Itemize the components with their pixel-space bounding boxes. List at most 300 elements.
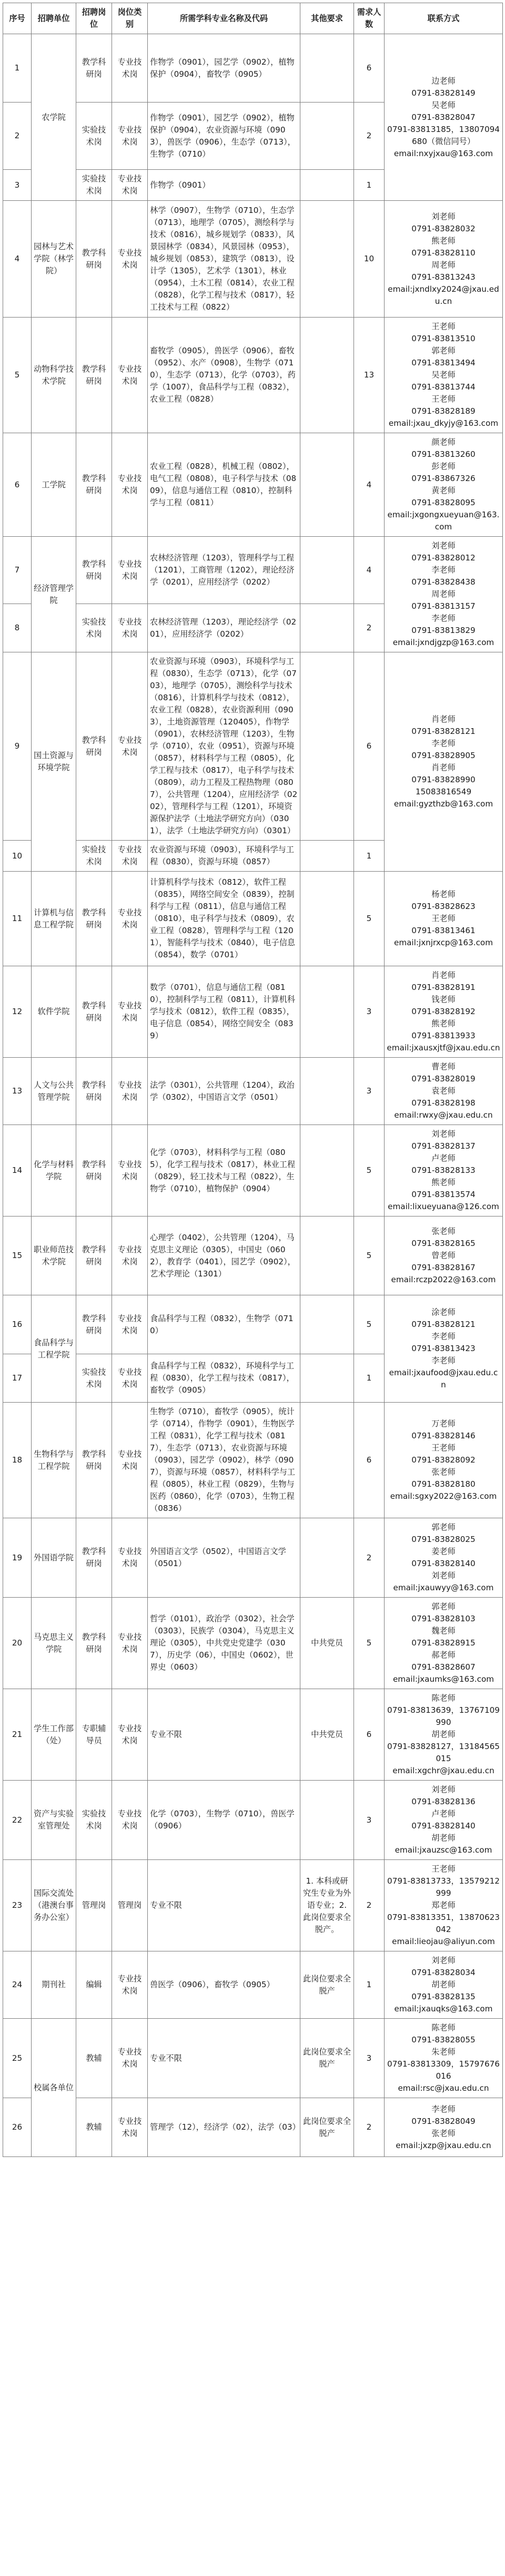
contact-line: 0791-83813243 — [411, 272, 476, 282]
cell-major: 心理学（0402），公共管理（1204），马克思主义理论（0305），中国史（0602），教育学（0401），园艺学（0902），艺术学理论（1301） — [148, 1217, 300, 1295]
cell-num: 1 — [354, 170, 385, 201]
contact-line: 吴老师 — [431, 370, 456, 380]
contact-line: 0791-83813829 — [411, 626, 476, 635]
contact-line: 0791-83828623 — [411, 902, 476, 911]
cell-no: 15 — [3, 1217, 32, 1295]
cell-major: 林学（0907），生物学（0710），生态学（0713），地理学（0705），测绘科学与技术（0816），城乡规划学（0833），风景园林学（0834），风景园林（0953），城乡规划（0853），建筑学（0813），设计学（1305），艺术学（1301），林业（0954），土木工程（0814），农业工程（0828），化学工程与技术（0817），轻工技术与工程（0822） — [148, 201, 300, 318]
contact-line: 李老师 — [431, 565, 456, 575]
recruitment-table — [3, 3, 503, 2157]
cell-unit: 化学与材料学院 — [32, 1125, 76, 1217]
contact-line: 曹老师 — [431, 1062, 456, 1071]
cell-contact — [385, 1217, 503, 1295]
cell-type: 专业技术岗 — [112, 34, 148, 103]
contact-line: 李老师 — [431, 2104, 456, 2114]
cell-major: 数学（0701），信息与通信工程（0810），控制科学与工程（0811），计算机科学与技术（0812），软件工程（0835），电子信息（0854），网络空间安全（0839） — [148, 966, 300, 1058]
cell-type: 专业技术岗 — [112, 318, 148, 433]
cell-no: 13 — [3, 1058, 32, 1125]
contact-line: 0791-83828137 — [411, 1141, 476, 1151]
cell-contact — [385, 1951, 503, 2019]
cell-major: 化学（0703），生物学（0710），兽医学（0906） — [148, 1781, 300, 1860]
header-major: 所需学科专业名称及代码 — [148, 3, 300, 34]
cell-unit: 国土资源与环境学院 — [32, 652, 76, 872]
contact-line: 0791-83813260 — [411, 449, 476, 459]
cell-major: 农业工程（0828），机械工程（0802），电气工程（0808），电子科学与技术（0809），信息与通信工程（0810），控制科学与工程（0811） — [148, 433, 300, 537]
contact-line: 0791-83813639，13767109990 — [387, 1705, 500, 1727]
cell-contact — [385, 1518, 503, 1598]
table-row — [3, 1058, 503, 1125]
cell-num: 5 — [354, 1295, 385, 1354]
contact-line: 0791-83813157 — [411, 601, 476, 611]
table-row — [3, 872, 503, 966]
contact-line: 王老师 — [431, 394, 456, 404]
contact-line: email:xgchr@jxau.edu.cn — [392, 1766, 494, 1775]
contact-line: 0791-83813733，13579212999 — [387, 1876, 500, 1898]
cell-num: 5 — [354, 1598, 385, 1689]
cell-major: 法学（0301），公共管理（1204），政治学（0302），中国语言文学（0501） — [148, 1058, 300, 1125]
cell-post: 教学科研岗 — [76, 201, 112, 318]
contact-line: 李老师 — [431, 1356, 456, 1365]
contact-line: 0791-83828140 — [411, 1559, 476, 1568]
cell-type: 专业技术岗 — [112, 1354, 148, 1403]
cell-num: 2 — [354, 1860, 385, 1951]
cell-no: 17 — [3, 1354, 32, 1403]
contact-line: 王老师 — [431, 322, 456, 331]
contact-line: 0791-83828055 — [411, 2035, 476, 2045]
table-row — [3, 1860, 503, 1951]
contact-line: 0791-83828990 — [411, 775, 476, 784]
cell-num: 4 — [354, 433, 385, 537]
cell-num: 5 — [354, 1125, 385, 1217]
contact-line: email:jxndlxy2024@jxau.edu.cn — [388, 284, 499, 306]
cell-no: 16 — [3, 1295, 32, 1354]
cell-num: 2 — [354, 2098, 385, 2157]
cell-req — [300, 1403, 354, 1518]
cell-no: 20 — [3, 1598, 32, 1689]
contact-line: 张老师 — [431, 2128, 456, 2138]
cell-no: 9 — [3, 652, 32, 841]
cell-no: 1 — [3, 34, 32, 103]
table-body — [3, 34, 503, 2157]
cell-type: 专业技术岗 — [112, 604, 148, 652]
table-row — [3, 1518, 503, 1598]
cell-no: 2 — [3, 103, 32, 170]
contact-line: 0791-83813423 — [411, 1344, 476, 1353]
contact-line: 0791-83813309，15797676016 — [387, 2059, 500, 2081]
cell-contact — [385, 34, 503, 201]
header-type: 岗位类别 — [112, 3, 148, 34]
cell-type: 专业技术岗 — [112, 966, 148, 1058]
cell-type: 专业技术岗 — [112, 1125, 148, 1217]
table-row — [3, 1689, 503, 1781]
contact-line: 0791-83828034 — [411, 1968, 476, 1977]
cell-unit: 软件学院 — [32, 966, 76, 1058]
cell-type: 专业技术岗 — [112, 1518, 148, 1598]
contact-line: 杨老师 — [431, 890, 456, 899]
cell-unit: 资产与实验室管理处 — [32, 1781, 76, 1860]
cell-contact — [385, 2098, 503, 2157]
cell-no: 11 — [3, 872, 32, 966]
cell-no: 24 — [3, 1951, 32, 2019]
header-no: 序号 — [3, 3, 32, 34]
cell-type: 专业技术岗 — [112, 2019, 148, 2098]
contact-line: 张老师 — [431, 1467, 456, 1477]
contact-line: email:jxausxjtf@jxau.edu.cn — [387, 1043, 500, 1052]
contact-line: 刘老师 — [431, 211, 456, 221]
cell-unit: 食品科学与工程学院 — [32, 1295, 76, 1403]
cell-no: 22 — [3, 1781, 32, 1860]
contact-line: 万老师 — [431, 1419, 456, 1428]
table-row — [3, 537, 503, 604]
cell-major: 专业不限 — [148, 1689, 300, 1781]
cell-unit: 生物科学与工程学院 — [32, 1403, 76, 1518]
contact-line: 0791-83813461 — [411, 926, 476, 935]
cell-no: 25 — [3, 2019, 32, 2098]
cell-contact — [385, 652, 503, 872]
header-num: 需求人数 — [354, 3, 385, 34]
contact-line: email:jxndjgzp@163.com — [392, 638, 494, 647]
contact-line: 0791-83813574 — [411, 1190, 476, 1199]
table-row — [3, 201, 503, 318]
cell-contact — [385, 318, 503, 433]
cell-req: 中共党员 — [300, 1689, 354, 1781]
cell-req: 中共党员 — [300, 1598, 354, 1689]
cell-post: 管理岗 — [76, 1860, 112, 1951]
cell-post: 教学科研岗 — [76, 1403, 112, 1518]
cell-unit: 外国语学院 — [32, 1518, 76, 1598]
contact-line: email:rsc@jxau.edu.cn — [398, 2083, 489, 2093]
contact-line: 陈老师 — [431, 1693, 456, 1703]
contact-line: 0791-83828032 — [411, 223, 476, 233]
cell-post: 教学科研岗 — [76, 1058, 112, 1125]
contact-line: email:rczp2022@163.com — [391, 1275, 496, 1284]
contact-line: email:rwxy@jxau.edu.cn — [394, 1110, 493, 1120]
contact-line: 0791-83828121 — [411, 727, 476, 736]
contact-line: 刘老师 — [431, 1571, 456, 1580]
cell-contact — [385, 872, 503, 966]
contact-line: 0791-83828180 — [411, 1479, 476, 1489]
contact-line: 0791-83813185，13807094680（微信同号） — [387, 124, 500, 146]
table-row — [3, 34, 503, 103]
contact-line: 0791-83828915 — [411, 1638, 476, 1648]
cell-major: 食品科学与工程（0832），环境科学与工程（0830），化学工程与技术（0817），畜牧学（0905） — [148, 1354, 300, 1403]
cell-post: 专职辅导员 — [76, 1689, 112, 1781]
cell-major: 兽医学（0906），畜牧学（0905） — [148, 1951, 300, 2019]
cell-req — [300, 1295, 354, 1354]
cell-req: 此岗位要求全脱产 — [300, 2098, 354, 2157]
contact-line: 0791-83828092 — [411, 1455, 476, 1465]
header-req: 其他要求 — [300, 3, 354, 34]
cell-num: 1 — [354, 841, 385, 872]
contact-line: 袁老师 — [431, 1086, 456, 1096]
cell-major: 管理学（12），经济学（02），法学（03） — [148, 2098, 300, 2157]
cell-type: 专业技术岗 — [112, 1781, 148, 1860]
contact-line: email:jxnjrxcp@163.com — [393, 938, 493, 947]
cell-post: 教辅 — [76, 2019, 112, 2098]
cell-post: 教学科研岗 — [76, 1518, 112, 1598]
cell-contact — [385, 1781, 503, 1860]
contact-line: 郭老师 — [431, 1602, 456, 1611]
cell-post: 教学科研岗 — [76, 1598, 112, 1689]
cell-req — [300, 966, 354, 1058]
cell-unit: 人文与公共管理学院 — [32, 1058, 76, 1125]
cell-unit: 农学院 — [32, 34, 76, 201]
contact-line: 0791-83828140 — [411, 1821, 476, 1831]
cell-post: 实验技术岗 — [76, 103, 112, 170]
cell-major: 食品科学与工程（0832），生物学（0710） — [148, 1295, 300, 1354]
contact-line: 0791-83828133 — [411, 1166, 476, 1175]
contact-line: 0791-83828047 — [411, 112, 476, 122]
cell-post: 教学科研岗 — [76, 537, 112, 604]
contact-line: 0791-83813351，13870623042 — [387, 1913, 500, 1934]
contact-line: 0791-83828191 — [411, 983, 476, 992]
contact-line: 郭老师 — [431, 346, 456, 355]
contact-line: 周老师 — [431, 589, 456, 599]
cell-type: 专业技术岗 — [112, 872, 148, 966]
cell-contact — [385, 1403, 503, 1518]
contact-line: 郭老师 — [431, 1522, 456, 1532]
cell-req — [300, 1781, 354, 1860]
contact-line: 刘老师 — [431, 1785, 456, 1794]
cell-no: 12 — [3, 966, 32, 1058]
cell-req — [300, 1354, 354, 1403]
cell-type: 管理岗 — [112, 1860, 148, 1951]
cell-type: 专业技术岗 — [112, 433, 148, 537]
cell-req — [300, 433, 354, 537]
contact-line: 肖老师 — [431, 970, 456, 980]
cell-major: 作物学（0901），园艺学（0902），植物保护（0904），畜牧学（0905） — [148, 34, 300, 103]
contact-line: 0791-83813510 — [411, 334, 476, 343]
cell-num: 2 — [354, 604, 385, 652]
cell-type: 专业技术岗 — [112, 1217, 148, 1295]
contact-line: email:jxzp@jxau.edu.cn — [396, 2140, 491, 2150]
cell-unit: 校属各单位 — [32, 2019, 76, 2157]
cell-type: 专业技术岗 — [112, 1951, 148, 2019]
cell-req — [300, 872, 354, 966]
cell-req — [300, 170, 354, 201]
contact-line: email:lieojau@aliyun.com — [392, 1937, 495, 1946]
table-row — [3, 966, 503, 1058]
contact-line: email:gyzthzb@163.com — [393, 799, 493, 809]
cell-major: 农林经济管理（1203），理论经济学（0201），应用经济学（0202） — [148, 604, 300, 652]
cell-num: 2 — [354, 103, 385, 170]
cell-unit: 计算机与信息工程学院 — [32, 872, 76, 966]
contact-line: 李老师 — [431, 614, 456, 623]
cell-unit: 期刊社 — [32, 1951, 76, 2019]
contact-line: email:lixueyuana@126.com — [388, 1202, 499, 1211]
cell-contact — [385, 966, 503, 1058]
contact-line: email:jxauqks@163.com — [394, 2004, 493, 2013]
contact-line: 0791-83828095 — [411, 498, 476, 507]
cell-contact — [385, 1125, 503, 1217]
table-row — [3, 1781, 503, 1860]
contact-line: email:jxau_dkyjy@163.com — [388, 418, 499, 428]
cell-post: 编辑 — [76, 1951, 112, 2019]
cell-no: 6 — [3, 433, 32, 537]
contact-line: 王老师 — [431, 914, 456, 923]
cell-major: 作物学（0901） — [148, 170, 300, 201]
cell-post: 实验技术岗 — [76, 604, 112, 652]
contact-line: 0791-83828019 — [411, 1074, 476, 1083]
table-row — [3, 1598, 503, 1689]
cell-post: 教学科研岗 — [76, 318, 112, 433]
contact-line: 0791-83828607 — [411, 1662, 476, 1672]
cell-contact — [385, 1295, 503, 1403]
contact-line: 熊老师 — [431, 1178, 456, 1187]
contact-line: 姜老师 — [431, 1547, 456, 1556]
cell-req — [300, 34, 354, 103]
cell-no: 21 — [3, 1689, 32, 1781]
cell-num: 5 — [354, 1217, 385, 1295]
contact-line: 0791-83828192 — [411, 1007, 476, 1016]
contact-line: 0791-83828438 — [411, 577, 476, 587]
contact-line: 刘老师 — [431, 1129, 456, 1139]
cell-post: 教学科研岗 — [76, 1217, 112, 1295]
contact-line: email:jxauzsc@163.com — [395, 1845, 492, 1855]
table-row — [3, 1295, 503, 1354]
cell-major: 畜牧学（0905），兽医学（0906），畜牧（0952）、水产（0908），生物学（0710），生态学（0713），化学（0703），药学（1007），食品科学与工程（0832），农业工程（0828） — [148, 318, 300, 433]
cell-contact — [385, 2019, 503, 2098]
cell-major: 农业资源与环境（0903），环境科学与工程（0830），生态学（0713），化学（0703），地理学（0705），测绘科学与技术（0816），计算机科学与技术（0812），农业工程（0828），农业资源利用（0903），土地资源管理（120405），作物学（0901），农林经济管理（1203），生物学（0710），农业（0951），资源与环境（0857），材料科学与工程（0805），化学工程与技术（0817），电子科学与技术（0809），动力工程及工程热物理（0807），公共管理（1204），应用经济学（0202），管理科学与工程（1201），环境资源保护法学（土地法学研究方向）（0301），法学（土地法学研究方向）（0301） — [148, 652, 300, 841]
cell-major: 外国语言文学（0502），中国语言文学（0501） — [148, 1518, 300, 1598]
cell-major: 化学（0703），材料科学与工程（0805），化学工程与技术（0817），林业工程（0829），轻工技术与工程（0822），生物学（0710），植物保护（0904） — [148, 1125, 300, 1217]
contact-line: 魏老师 — [431, 1626, 456, 1635]
contact-line: 0791-83828905 — [411, 751, 476, 760]
cell-post: 实验技术岗 — [76, 1354, 112, 1403]
contact-line: 0791-83828135 — [411, 1992, 476, 2001]
cell-num: 6 — [354, 1403, 385, 1518]
contact-line: 0791-83828127，13184565015 — [387, 1742, 500, 1763]
contact-line: 朱老师 — [431, 2047, 456, 2057]
cell-no: 10 — [3, 841, 32, 872]
cell-req — [300, 1217, 354, 1295]
cell-type: 专业技术岗 — [112, 201, 148, 318]
contact-line: 王老师 — [431, 1443, 456, 1453]
cell-no: 3 — [3, 170, 32, 201]
cell-num: 6 — [354, 652, 385, 841]
cell-req: 1. 本科或研究生专业为外语专业；2. 此岗位要求全脱产。 — [300, 1860, 354, 1951]
contact-line: 黄老师 — [431, 486, 456, 495]
cell-no: 7 — [3, 537, 32, 604]
cell-unit: 职业师范技术学院 — [32, 1217, 76, 1295]
contact-line: 0791-83828103 — [411, 1614, 476, 1623]
cell-post: 教学科研岗 — [76, 966, 112, 1058]
contact-line: 0791-83828110 — [411, 248, 476, 258]
cell-req: 此岗位要求全脱产 — [300, 2019, 354, 2098]
cell-major: 计算机科学与技术（0812），软件工程（0835），网络空间安全（0839），控制科学与工程（0811），信息与通信工程（0810），电子科学与技术（0809），农业工程（0828），管理科学与工程（1201），智能科学与技术（0840），电子信息（0854），数学（0701） — [148, 872, 300, 966]
cell-type: 专业技术岗 — [112, 103, 148, 170]
table-row — [3, 1125, 503, 1217]
table-row — [3, 1951, 503, 2019]
contact-line: 熊老师 — [431, 1019, 456, 1028]
contact-line: 肖老师 — [431, 714, 456, 724]
contact-line: 胡老师 — [431, 1730, 456, 1739]
cell-major: 专业不限 — [148, 1860, 300, 1951]
contact-line: 0791-83828049 — [411, 2116, 476, 2126]
cell-no: 19 — [3, 1518, 32, 1598]
contact-line: 0791-83828012 — [411, 553, 476, 563]
cell-contact — [385, 1860, 503, 1951]
cell-post: 教学科研岗 — [76, 433, 112, 537]
contact-line: 彭老师 — [431, 462, 456, 471]
cell-req — [300, 604, 354, 652]
header-unit: 招聘单位 — [32, 3, 76, 34]
cell-no: 18 — [3, 1403, 32, 1518]
cell-major: 专业不限 — [148, 2019, 300, 2098]
contact-line: 胡老师 — [431, 1833, 456, 1843]
table-row — [3, 318, 503, 433]
cell-req — [300, 841, 354, 872]
contact-line: 陈老师 — [431, 2023, 456, 2032]
cell-type: 专业技术岗 — [112, 1403, 148, 1518]
contact-line: 0791-83828025 — [411, 1535, 476, 1544]
contact-line: 0791-83828167 — [411, 1263, 476, 1272]
cell-type: 专业技术岗 — [112, 1598, 148, 1689]
cell-type: 专业技术岗 — [112, 1689, 148, 1781]
cell-contact — [385, 1058, 503, 1125]
cell-req — [300, 537, 354, 604]
cell-num: 13 — [354, 318, 385, 433]
cell-req — [300, 201, 354, 318]
cell-unit: 动物科学技术学院 — [32, 318, 76, 433]
cell-req — [300, 1058, 354, 1125]
cell-post: 教学科研岗 — [76, 1295, 112, 1354]
contact-line: 涂老师 — [431, 1307, 456, 1317]
cell-req — [300, 1125, 354, 1217]
cell-no: 5 — [3, 318, 32, 433]
cell-type: 专业技术岗 — [112, 1295, 148, 1354]
contact-line: 张老师 — [431, 1226, 456, 1236]
cell-type: 专业技术岗 — [112, 1058, 148, 1125]
cell-unit: 工学院 — [32, 433, 76, 537]
cell-post: 实验技术岗 — [76, 170, 112, 201]
header-row — [3, 3, 503, 34]
contact-line: email:jxauwyy@163.com — [393, 1583, 494, 1592]
cell-post: 实验技术岗 — [76, 841, 112, 872]
cell-contact — [385, 1598, 503, 1689]
cell-type: 专业技术岗 — [112, 537, 148, 604]
cell-post: 教学科研岗 — [76, 1125, 112, 1217]
contact-line: 0791-83813933 — [411, 1031, 476, 1040]
contact-line: 曾老师 — [431, 1251, 456, 1260]
table-row — [3, 2098, 503, 2157]
cell-type: 专业技术岗 — [112, 170, 148, 201]
cell-num: 2 — [354, 1518, 385, 1598]
contact-line: 郝老师 — [431, 1650, 456, 1660]
contact-line: email:sgxy2022@163.com — [390, 1491, 497, 1501]
cell-no: 26 — [3, 2098, 32, 2157]
header-post: 招聘岗位 — [76, 3, 112, 34]
contact-line: 李老师 — [431, 739, 456, 748]
cell-req — [300, 652, 354, 841]
cell-num: 3 — [354, 1058, 385, 1125]
cell-contact — [385, 537, 503, 652]
table-row — [3, 2019, 503, 2098]
contact-line: 0791-83828121 — [411, 1320, 476, 1329]
contact-line: 刘老师 — [431, 1956, 456, 1965]
table-row — [3, 433, 503, 537]
cell-num: 1 — [354, 1354, 385, 1403]
table-row — [3, 1403, 503, 1518]
contact-line: 0791-83828198 — [411, 1098, 476, 1108]
cell-unit: 学生工作部（处） — [32, 1689, 76, 1781]
contact-line: 周老师 — [431, 260, 456, 270]
contact-line: 李老师 — [431, 1332, 456, 1341]
contact-line: 0791-83813494 — [411, 358, 476, 367]
contact-line: 0791-83828189 — [411, 406, 476, 416]
cell-post: 教辅 — [76, 2098, 112, 2157]
contact-line: 钱老师 — [431, 995, 456, 1004]
cell-post: 教学科研岗 — [76, 872, 112, 966]
